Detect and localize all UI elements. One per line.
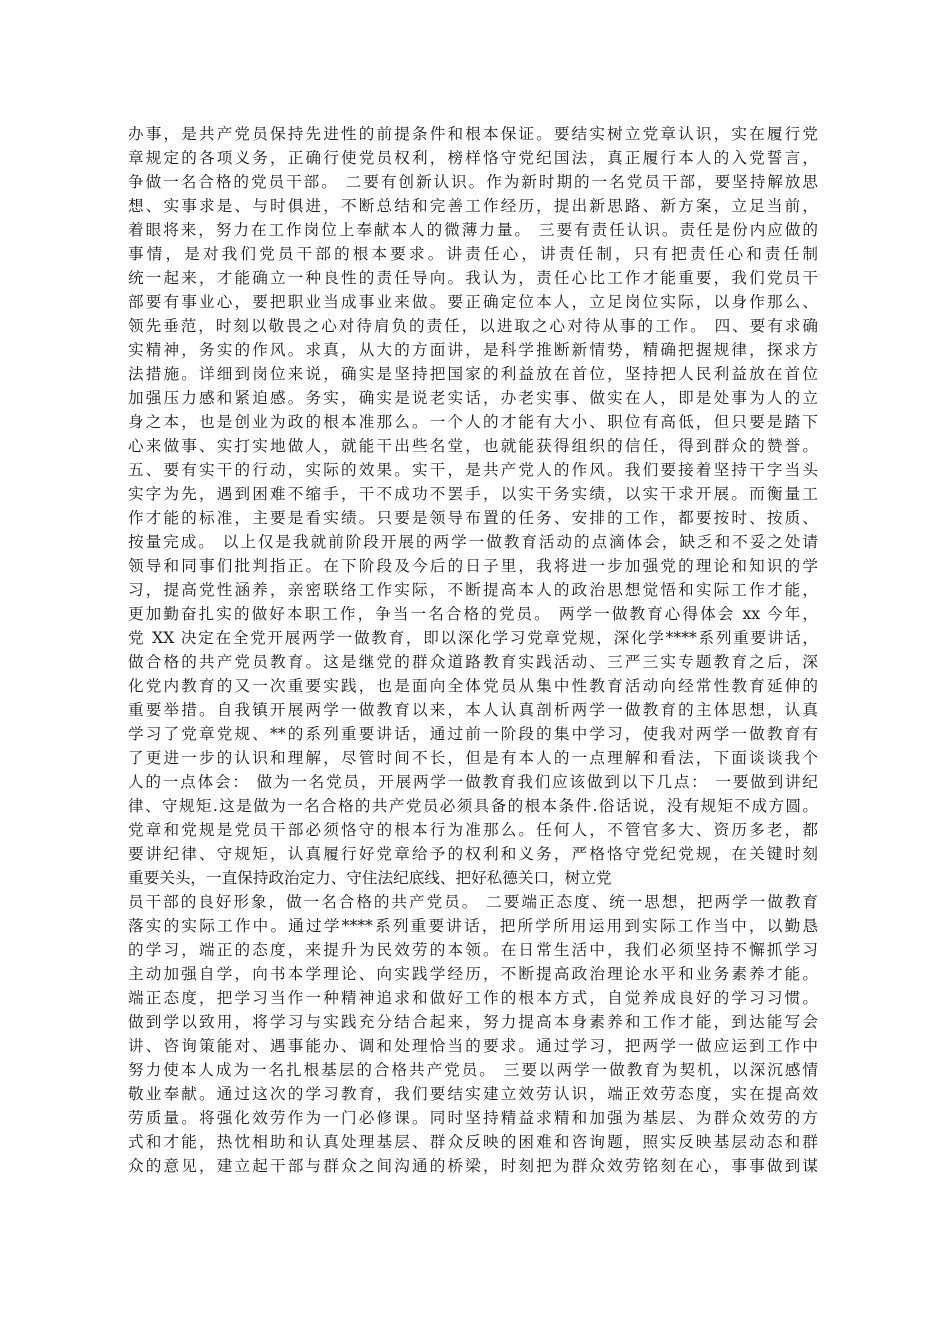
text-line: 律、守规矩.这是做为一名合格的共产党员必须具备的根本条件.俗话说，没有规矩不成方圆。 <box>128 797 818 815</box>
text-line: 的学习，端正的态度，来提升为民效劳的本领。在日常生活中，我们必须坚持不懈抓学习 <box>128 941 818 959</box>
text-line: 争做一名合格的党员干部。 二要有创新认识。作为新时期的一名党员干部，要坚持解放思 <box>128 173 818 191</box>
text-line: 部要有事业心，要把职业当成事业来做。要正确定位本人，立足岗位实际，以身作那么、 <box>128 293 818 311</box>
text-line: 做到学以致用，将学习与实践充分结合起来，努力提高本身素养和工作才能，到达能写会 <box>128 1013 818 1031</box>
text-line: 党 XX 决定在全党开展两学一做教育，即以深化学习党章党规，深化学****系列重要讲话， <box>128 629 818 647</box>
text-line: 众的意见，建立起干部与群众之间沟通的桥梁，时刻把为群众效劳铭刻在心，事事做到谋 <box>128 1157 818 1175</box>
text-line: 统一起来，才能确立一种良性的责任导向。我认为，责任心比工作才能重要，我们党员干 <box>128 269 818 287</box>
body-text <box>128 122 818 1178</box>
text-line: 式和才能，热忱相助和认真处理基层、群众反映的困难和咨询题，照实反映基层动态和群 <box>128 1133 818 1151</box>
text-line: 员干部的良好形象，做一名合格的共产党员。 二要端正态度、统一思想，把两学一做教育 <box>128 893 818 911</box>
text-line: 落实的实际工作中。通过学****系列重要讲话，把所学所用运用到实际工作当中，以勤恳 <box>128 917 818 935</box>
text-line: 党章和党规是党员干部必须恪守的根本行为准那么。任何人，不管官多大、资历多老，都 <box>128 821 818 839</box>
text-line: 努力使本人成为一名扎根基层的合格共产党员。 三要以两学一做教育为契机，以深沉感情 <box>128 1061 818 1079</box>
text-line: 化党内教育的又一次重要实践，也是面向全体党员从集中性教育活动向经常性教育延伸的 <box>128 677 818 695</box>
text-line: 重要关头，一直保持政治定力、守住法纪底线、把好私德关口，树立党 <box>128 869 612 887</box>
text-line: 作才能的标准，主要是看实绩。只要是领导布置的任务、安排的工作，都要按时、按质、 <box>128 509 818 527</box>
text-line: 想、实事求是、与时俱进，不断总结和完善工作经历，提出新思路、新方案，立足当前， <box>128 197 818 215</box>
text-line: 讲、咨询策能对、遇事能办、调和处理恰当的要求。通过学习，把两学一做应运到工作中 <box>128 1037 818 1055</box>
text-line: 习，提高党性涵养，亲密联络工作实际，不断提高本人的政治思想觉悟和实际工作才能， <box>128 581 818 599</box>
text-line: 要讲纪律、守规矩，认真履行好党章给予的权利和义务，严格恪守党纪党规，在关键时刻 <box>128 845 818 863</box>
text-line: 加强压力感和紧迫感。务实，确实是说老实话，办老实事、做实在人，即是处事为人的立 <box>128 389 818 407</box>
text-line: 法措施。详细到岗位来说，确实是坚持把国家的利益放在首位，坚持把人民利益放在首位 <box>128 365 818 383</box>
text-line: 端正态度，把学习当作一种精神追求和做好工作的根本方式，自觉养成良好的学习习惯。 <box>128 989 818 1007</box>
text-line: 了更进一步的认识和理解，尽管时间不长，但是有本人的一点理解和看法，下面谈谈我个 <box>128 749 818 767</box>
text-line: 更加勤奋扎实的做好本职工作，争当一名合格的党员。 两学一做教育心得体会 xx 今年， <box>128 605 818 623</box>
text-line: 实精神，务实的作风。求真，从大的方面讲，是科学推断新情势，精确把握规律，探求方 <box>128 341 818 359</box>
text-line: 领先垂范，时刻以敬畏之心对待肩负的责任，以进取之心对待从事的工作。 四、要有求确 <box>128 317 818 335</box>
text-line: 着眼将来，努力在工作岗位上奉献本人的微薄力量。 三要有责任认识。责任是份内应做的 <box>128 221 818 239</box>
text-line: 实字为先，遇到困难不缩手，干不成功不罢手，以实干务实绩，以实干求开展。而衡量工 <box>128 485 818 503</box>
text-line: 事情，是对我们党员干部的根本要求。讲责任心，讲责任制，只有把责任心和责任制 <box>128 245 818 263</box>
text-line: 心来做事、实打实地做人，就能干出些名堂，也就能获得组织的信任，得到群众的赞誉。 <box>128 437 818 455</box>
text-line: 学习了党章党规、**的系列重要讲话，通过前一阶段的集中学习，使我对两学一做教育有 <box>128 725 818 743</box>
text-line: 五、要有实干的行动，实际的效果。实干，是共产党人的作风。我们要接着坚持干字当头 <box>128 461 818 479</box>
text-line: 劳质量。将强化效劳作为一门必修课。同时坚持精益求精和加强为基层、为群众效劳的方 <box>128 1109 818 1127</box>
text-line: 敬业奉献。通过这次的学习教育，我们要结实建立效劳认识，端正效劳态度，实在提高效 <box>128 1085 818 1103</box>
text-line: 主动加强自学，向书本学理论、向实践学经历，不断提高政治理论水平和业务素养才能。 <box>128 965 818 983</box>
text-line: 身之本，也是创业为政的根本准那么。一个人的才能有大小、职位有高低，但只要是踏下 <box>128 413 818 431</box>
text-line: 做合格的共产党员教育。这是继党的群众道路教育实践活动、三严三实专题教育之后，深 <box>128 653 818 671</box>
text-line: 办事，是共产党员保持先进性的前提条件和根本保证。要结实树立党章认识，实在履行党 <box>128 125 818 143</box>
text-line: 重要举措。自我镇开展两学一做教育以来，本人认真剖析两学一做教育的主体思想，认真 <box>128 701 818 719</box>
text-line: 领导和同事们批判指正。在下阶段及今后的日子里，我将进一步加强党的理论和知识的学 <box>128 557 818 575</box>
text-line: 章规定的各项义务，正确行使党员权利，榜样恪守党纪国法，真正履行本人的入党誓言， <box>128 149 818 167</box>
text-line: 按量完成。 以上仅是我就前阶段开展的两学一做教育活动的点滴体会，缺乏和不妥之处请 <box>128 533 818 551</box>
text-line: 人的一点体会： 做为一名党员，开展两学一做教育我们应该做到以下几点： 一要做到讲纪 <box>128 773 818 791</box>
